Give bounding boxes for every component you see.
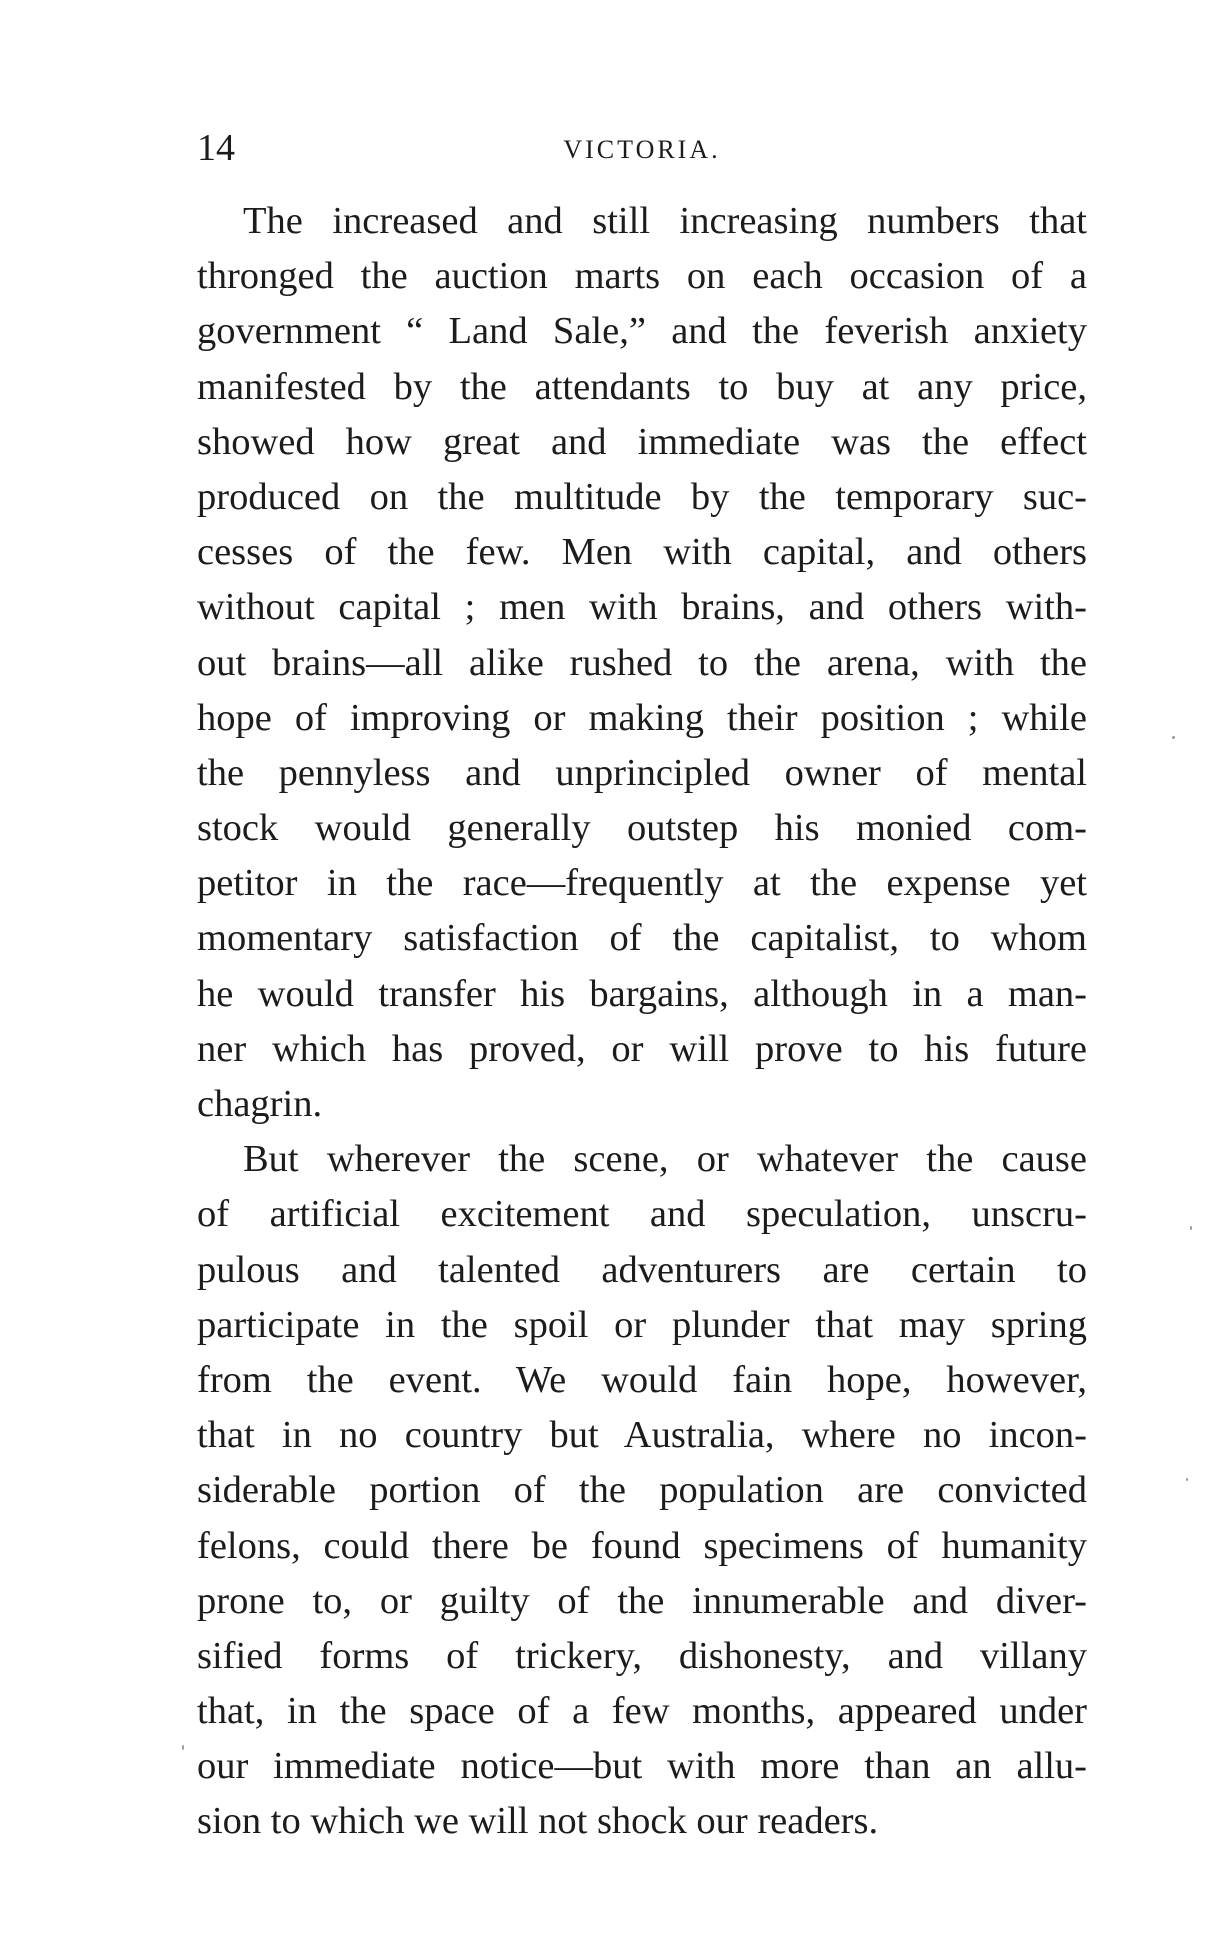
text-line: cesses of the few. Men with capital, and others [197, 531, 1087, 574]
text-line: petitor in the race—frequently at the expense yet [197, 862, 1087, 905]
text-line: he would transfer his bargains, although in a man- [197, 972, 1087, 1015]
text-line: ner which has proved, or will prove to his future [197, 1027, 1087, 1070]
text-line: pulous and talented adventurers are certain to [197, 1248, 1087, 1291]
scan-speck [1172, 736, 1175, 739]
body-text [197, 194, 1087, 1850]
page-header [197, 124, 1087, 172]
text-line: that, in the space of a few months, appeared under [197, 1690, 1087, 1733]
text-line: government “ Land Sale,” and the feverish anxiety [197, 310, 1087, 353]
text-line: But wherever the scene, or whatever the cause [243, 1138, 1087, 1181]
text-line: participate in the spoil or plunder that may spring [197, 1303, 1087, 1346]
text-line: sion to which we will not shock our readers. [197, 1800, 879, 1843]
text-line: our immediate notice—but with more than an allu- [197, 1745, 1087, 1788]
text-line: thronged the auction marts on each occasion of a [197, 255, 1087, 298]
paragraph-2 [197, 1132, 1087, 1849]
scan-speck [182, 1745, 184, 1750]
scan-speck [1190, 1226, 1192, 1230]
paragraph-1 [197, 194, 1087, 1132]
running-head: VICTORIA. [563, 135, 721, 164]
page-number: 14 [197, 127, 235, 169]
text-line: the pennyless and unprincipled owner of mental [197, 751, 1087, 794]
text-line: out brains—all alike rushed to the arena, with the [197, 641, 1087, 684]
text-line: produced on the multitude by the temporary suc- [197, 475, 1087, 518]
text-line: showed how great and immediate was the effect [197, 420, 1087, 463]
text-line: chagrin. [197, 1083, 323, 1125]
text-line: of artificial excitement and speculation, unscru- [197, 1193, 1087, 1236]
text-line: sified forms of trickery, dishonesty, and villany [197, 1634, 1087, 1677]
text-line: momentary satisfaction of the capitalist, to whom [197, 917, 1087, 960]
text-line: manifested by the attendants to buy at any price, [197, 365, 1087, 408]
text-line: prone to, or guilty of the innumerable and diver- [197, 1579, 1087, 1622]
scan-speck [1186, 1478, 1188, 1481]
text-line: siderable portion of the population are convicted [197, 1469, 1087, 1512]
text-line: stock would generally outstep his monied com- [197, 807, 1087, 850]
text-line: hope of improving or making their position ; while [197, 696, 1087, 739]
text-line: from the event. We would fain hope, however, [197, 1358, 1087, 1401]
text-line: The increased and still increasing numbers that [243, 200, 1087, 242]
text-line: without capital ; men with brains, and others with- [197, 586, 1087, 629]
text-line: that in no country but Australia, where no incon- [197, 1414, 1087, 1457]
text-line: felons, could there be found specimens of humanity [197, 1524, 1087, 1567]
